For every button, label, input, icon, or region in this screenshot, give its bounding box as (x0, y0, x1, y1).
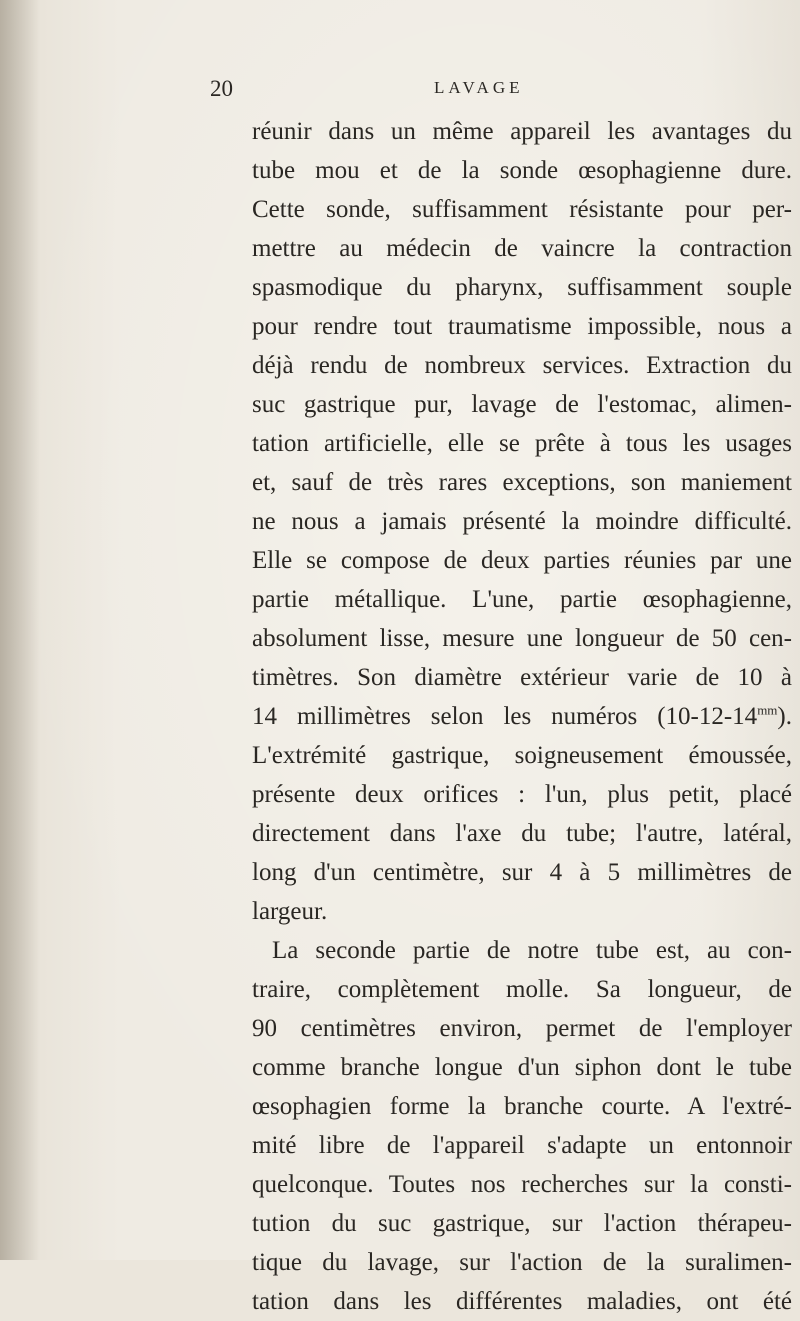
page-header (0, 72, 800, 106)
text-line-1: réunir dans un même appareil les avantages du (252, 118, 792, 145)
text-line-29: tution du suc gastrique, sur l'action thérapeu- (252, 1210, 792, 1237)
text-line-10: et, sauf de très rares exceptions, son maniement (252, 469, 792, 496)
text-line-14: absolument lisse, mesure une longueur de 50 cen- (252, 625, 792, 652)
text-line-7: déjà rendu de nombreux services. Extraction du (252, 352, 792, 379)
text-line-20: long d'un centimètre, sur 4 à 5 millimètres de (252, 859, 792, 886)
text-line-18: présente deux orifices : l'un, plus petit, placé (252, 781, 792, 808)
text-line-27: mité libre de l'appareil s'adapte un entonnoir (252, 1132, 792, 1159)
page-number: 20 (210, 76, 233, 101)
text-line-28: quelconque. Toutes nos recherches sur la consti- (252, 1171, 792, 1198)
text-line-2: tube mou et de la sonde œsophagienne dure. (252, 157, 792, 184)
text-line-8: suc gastrique pur, lavage de l'estomac, alimen- (252, 391, 792, 418)
text-line-16-main: 14 millimètres selon les numéros (10-12-14 (252, 703, 758, 730)
text-line-19: directement dans l'axe du tube; l'autre, latéral, (252, 820, 792, 847)
text-line-17: L'extrémité gastrique, soigneusement émoussée, (252, 742, 792, 769)
body-text (252, 112, 792, 1321)
text-line-12: Elle se compose de deux parties réunies par une (252, 547, 792, 574)
unit-superscript: mm (757, 702, 778, 718)
text-line-9: tation artificielle, elle se prête à tous les usages (252, 430, 792, 457)
text-line-5: spasmodique du pharynx, suffisamment souple (252, 274, 792, 301)
text-line-30: tique du lavage, sur l'action de la suralimen- (252, 1249, 792, 1276)
page-gutter-shadow (0, 0, 40, 1260)
text-line-16 (252, 697, 792, 736)
text-line-23: traire, complètement molle. Sa longueur, de (252, 976, 792, 1003)
text-line-15: timètres. Son diamètre extérieur varie de 10 à (252, 664, 792, 691)
text-line-24: 90 centimètres environ, permet de l'employer (252, 1015, 792, 1042)
text-line-26: œsophagien forme la branche courte. A l'extré- (252, 1093, 792, 1120)
text-line-22: La seconde partie de notre tube est, au con- (272, 937, 792, 964)
text-line-25: comme branche longue d'un siphon dont le tube (252, 1054, 792, 1081)
text-line-13: partie métallique. L'une, partie œsophagienne, (252, 586, 792, 613)
text-line-6: pour rendre tout traumatisme impossible, nous a (252, 313, 792, 340)
text-line-11: ne nous a jamais présenté la moindre difficulté. (252, 508, 792, 535)
text-line-21: largeur. (252, 898, 328, 925)
text-line-31: tation dans les différentes maladies, ont été (252, 1288, 792, 1315)
text-line-3: Cette sonde, suffisamment résistante pour per- (252, 196, 792, 223)
text-line-4: mettre au médecin de vaincre la contraction (252, 235, 792, 262)
text-line-16-tail: ). (777, 703, 792, 730)
running-head: LAVAGE (434, 78, 524, 97)
